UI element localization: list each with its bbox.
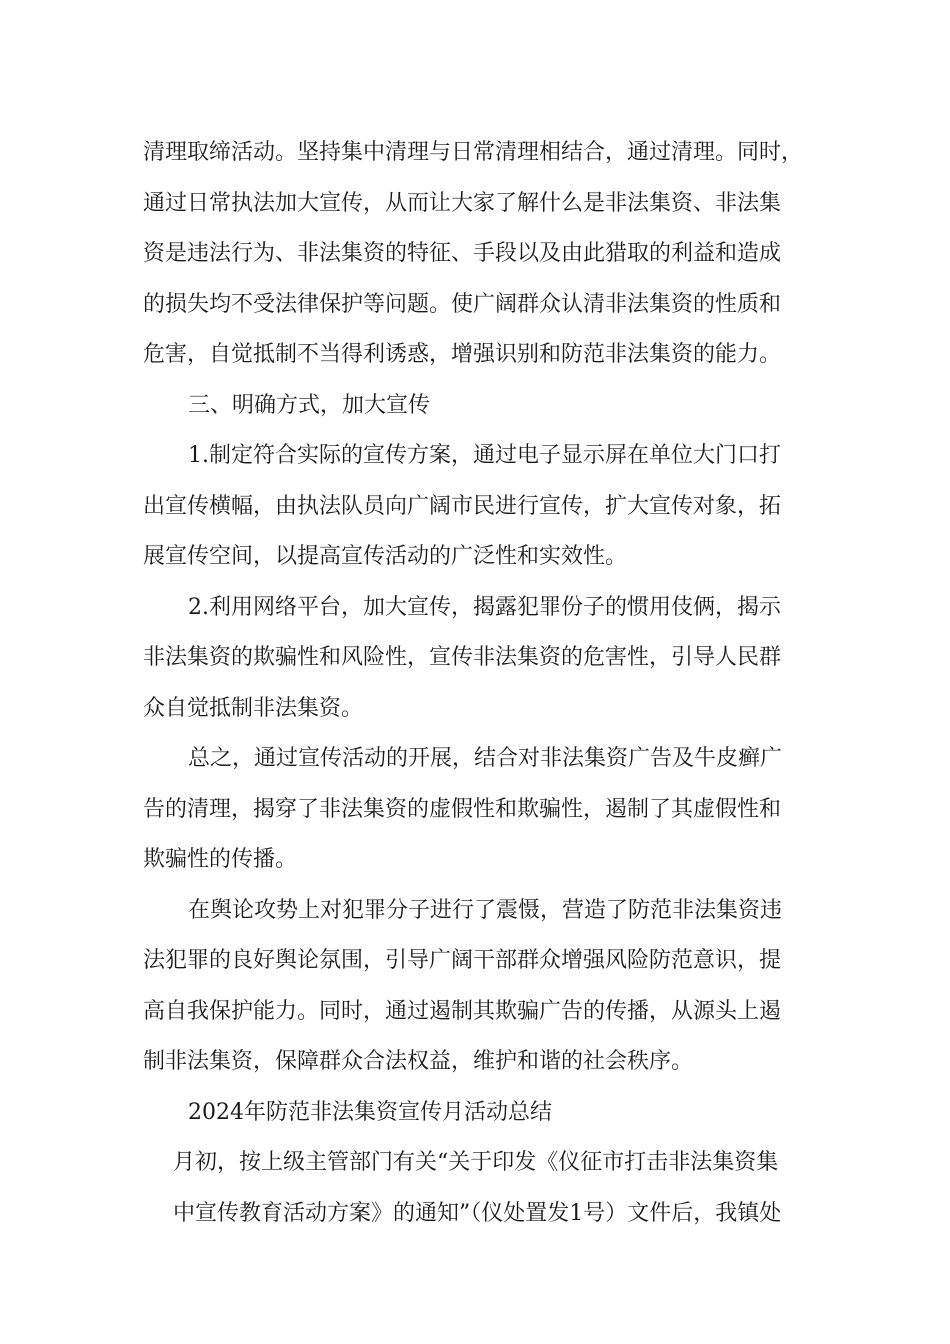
section-heading: 三、明确方式，加大宣传 xyxy=(188,392,431,418)
paragraph-line: 出宣传横幅，由执法队员向广阔市民进行宣传，扩大宣传对象，拓 xyxy=(143,493,782,519)
paragraph-line: 危害，自觉抵制不当得利诱惑，增强识别和防范非法集资的能力。 xyxy=(143,342,782,367)
paragraph-line: 月初，按上级主管部门有关“关于印发《仪征市打击非法集资集 xyxy=(173,1150,779,1175)
paragraph-line: 制非法集资，保障群众合法权益，维护和谐的社会秩序。 xyxy=(143,1049,694,1074)
paragraph-line: 资是违法行为、非法集资的特征、手段以及由此猎取的利益和造成 xyxy=(143,241,782,266)
paragraph-line: 法犯罪的良好舆论氛围，引导广阔干部群众增强风险防范意识，提 xyxy=(143,948,782,973)
paragraph-line: 欺骗性的传播。 xyxy=(143,847,298,872)
paragraph-line: 在舆论攻势上对犯罪分子进行了震慑，营造了防范非法集资违 xyxy=(188,897,783,923)
paragraph-line: 中宣传教育活动方案》的通知”（仪处置发1号）文件后，我镇处 xyxy=(173,1200,782,1226)
paragraph-line: 展宣传空间，以提高宣传活动的广泛性和实效性。 xyxy=(143,544,628,569)
paragraph-line: 2.利用网络平台，加大宣传，揭露犯罪份子的惯用伎俩，揭示 xyxy=(188,594,781,620)
paragraph-line: 通过日常执法加大宣传，从而让大家了解什么是非法集资、非法集 xyxy=(143,190,782,216)
paragraph-line: 总之，通过宣传活动的开展，结合对非法集资广告及牛皮癣广 xyxy=(188,746,783,771)
paragraph-line: 告的清理，揭穿了非法集资的虚假性和欺骗性，遏制了其虚假性和 xyxy=(143,796,782,822)
document-title: 2024年防范非法集资宣传月活动总结 xyxy=(188,1099,552,1125)
paragraph-line: 高自我保护能力。同时，通过遏制其欺骗广告的传播，从源头上遏 xyxy=(143,998,782,1024)
paragraph-line: 清理取缔活动。坚持集中清理与日常清理相结合，通过清理。同时， xyxy=(143,140,804,165)
document-body xyxy=(143,128,813,1239)
paragraph-line: 的损失均不受法律保护等问题。使广阔群众认清非法集资的性质和 xyxy=(143,291,782,317)
paragraph-line: 众自觉抵制非法集资。 xyxy=(143,695,364,721)
paragraph-line: 1.制定符合实际的宣传方案，通过电子显示屏在单位大门口打 xyxy=(188,443,781,468)
paragraph-line: 非法集资的欺骗性和风险性，宣传非法集资的危害性，引导人民群 xyxy=(143,645,782,670)
